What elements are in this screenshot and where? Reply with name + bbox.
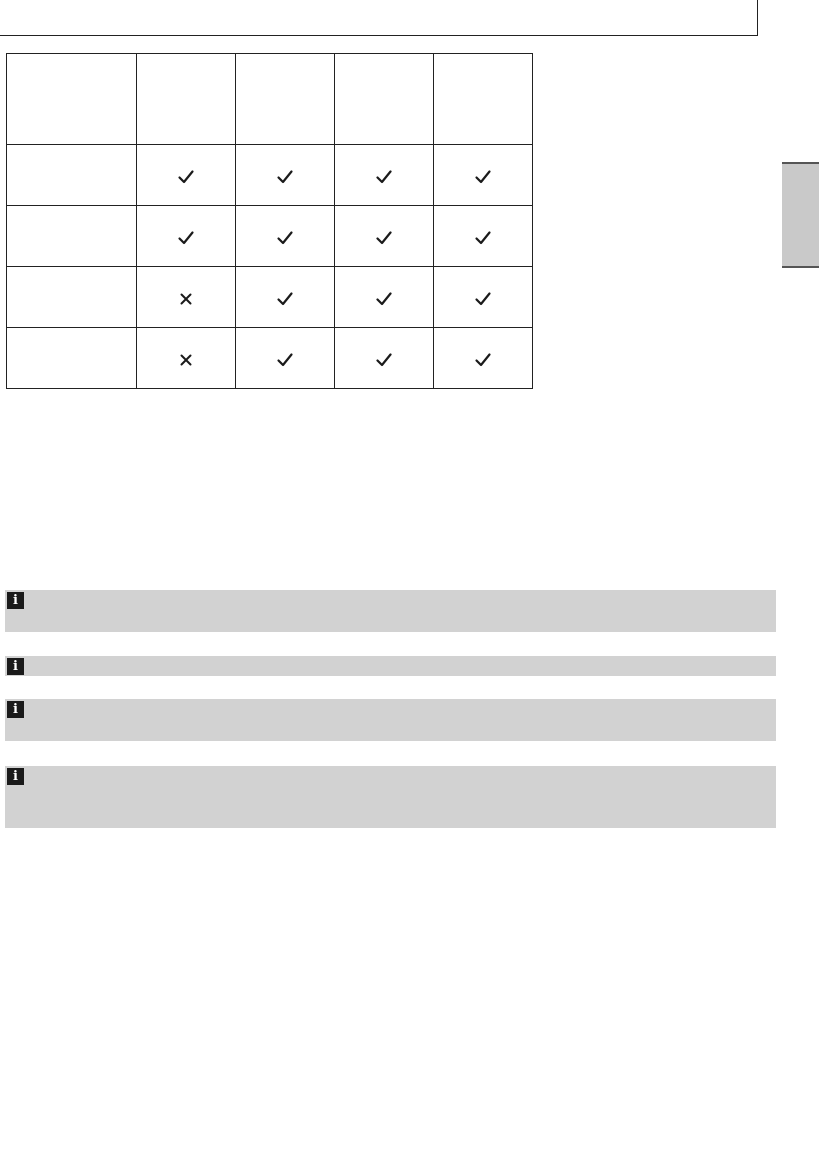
table-cell <box>335 267 434 328</box>
table-cell <box>434 206 533 267</box>
section-thumb-tab <box>782 162 819 268</box>
table-row <box>7 328 533 389</box>
info-note <box>5 656 776 676</box>
table-cell <box>137 267 236 328</box>
table-row <box>7 206 533 267</box>
table-cell <box>236 206 335 267</box>
table-cell <box>434 145 533 206</box>
info-note <box>5 590 776 632</box>
check-icon <box>276 351 294 369</box>
check-icon <box>474 229 492 247</box>
check-icon <box>375 168 393 186</box>
table-cell <box>236 145 335 206</box>
table-cell <box>335 206 434 267</box>
row-label <box>7 328 137 389</box>
table-cell <box>236 328 335 389</box>
row-label <box>7 206 137 267</box>
table-cell <box>434 328 533 389</box>
check-icon <box>276 229 294 247</box>
header-rule <box>0 35 757 36</box>
check-icon <box>177 229 195 247</box>
table-cell <box>335 328 434 389</box>
info-icon: i <box>7 592 24 609</box>
table-header-cell <box>7 54 137 145</box>
check-icon <box>375 290 393 308</box>
table-cell <box>137 206 236 267</box>
header-rule-tick <box>757 0 758 36</box>
check-icon <box>276 290 294 308</box>
info-note <box>5 766 776 828</box>
check-icon <box>474 168 492 186</box>
check-icon <box>375 229 393 247</box>
table-header-cell <box>335 54 434 145</box>
info-icon: i <box>7 658 24 675</box>
check-icon <box>276 168 294 186</box>
check-icon <box>375 351 393 369</box>
compatibility-table <box>6 53 533 389</box>
table-cell <box>335 145 434 206</box>
table-cell <box>137 145 236 206</box>
info-icon: i <box>7 701 24 718</box>
table-cell <box>137 328 236 389</box>
table-row <box>7 267 533 328</box>
cross-icon <box>177 290 195 308</box>
table-header-cell <box>137 54 236 145</box>
table-header-cell <box>434 54 533 145</box>
info-icon: i <box>7 768 24 785</box>
row-label <box>7 145 137 206</box>
table-cell <box>236 267 335 328</box>
check-icon <box>177 168 195 186</box>
table-row <box>7 145 533 206</box>
check-icon <box>474 351 492 369</box>
table-header-cell <box>236 54 335 145</box>
table-header-row <box>7 54 533 145</box>
table-cell <box>434 267 533 328</box>
check-icon <box>474 290 492 308</box>
info-note <box>5 699 776 741</box>
row-label <box>7 267 137 328</box>
cross-icon <box>177 351 195 369</box>
